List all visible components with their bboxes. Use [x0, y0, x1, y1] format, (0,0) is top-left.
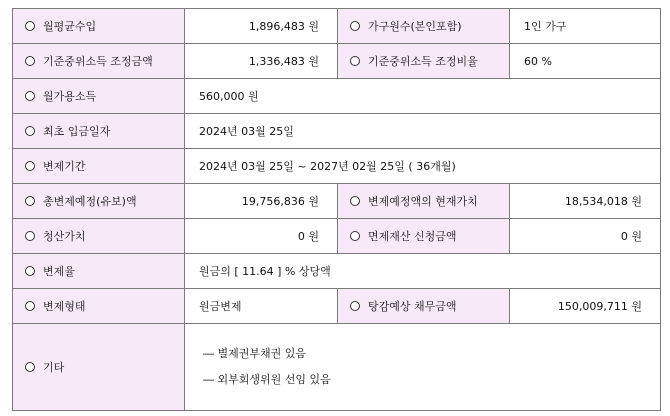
table-row: [13, 184, 661, 219]
circle-icon: [350, 301, 360, 311]
circle-icon: [25, 161, 35, 171]
liquidation-value-label: 청산가치: [43, 230, 86, 243]
median-income-adjusted-value: 1,336,483 원: [185, 44, 338, 79]
table-row: [13, 149, 661, 184]
summary-table: [12, 8, 661, 411]
first-deposit-date-label: 최초 입금일자: [43, 125, 111, 138]
household-size-label-cell: [338, 9, 510, 44]
repayment-rate-label-cell: [13, 254, 185, 289]
present-value-label: 변제예정액의 현재가치: [368, 195, 478, 208]
table-row: [13, 44, 661, 79]
available-income-label-cell: [13, 79, 185, 114]
repayment-period-value: 2024년 03월 25일 ~ 2027년 02월 25일 ( 36개월): [185, 149, 661, 184]
note-secured-claim: ― 별제권부채권 있음: [203, 347, 307, 360]
circle-icon: [25, 56, 35, 66]
median-income-ratio-label: 기준중위소득 조정비율: [368, 55, 478, 68]
total-repayment-value: 19,756,836 원: [185, 184, 338, 219]
other-label-cell: [13, 324, 185, 411]
other-label: 기타: [43, 361, 65, 374]
circle-icon: [25, 126, 35, 136]
circle-icon: [350, 56, 360, 66]
table-row: [13, 289, 661, 324]
circle-icon: [25, 362, 35, 372]
exempt-property-label-cell: [338, 219, 510, 254]
median-income-ratio-label-cell: [338, 44, 510, 79]
household-size-label: 가구원수(본인포함): [368, 20, 462, 33]
monthly-income-label: 월평균수입: [43, 20, 97, 33]
circle-icon: [25, 266, 35, 276]
circle-icon: [350, 21, 360, 31]
exempt-property-label: 면제재산 신청금액: [368, 230, 457, 243]
expected-discharge-value: 150,009,711 원: [510, 289, 661, 324]
table-row: [13, 219, 661, 254]
expected-discharge-label-cell: [338, 289, 510, 324]
available-income-value: 560,000 원: [185, 79, 661, 114]
median-income-adjusted-label-cell: [13, 44, 185, 79]
circle-icon: [25, 301, 35, 311]
repayment-period-label: 변제기간: [43, 160, 86, 173]
present-value-label-cell: [338, 184, 510, 219]
present-value-value: 18,534,018 원: [510, 184, 661, 219]
circle-icon: [350, 231, 360, 241]
total-repayment-label-cell: [13, 184, 185, 219]
table-row: [13, 79, 661, 114]
circle-icon: [25, 231, 35, 241]
expected-discharge-label: 탕감예상 채무금액: [368, 300, 457, 313]
repayment-rate-value: 원금의 [ 11.64 ] % 상당액: [185, 254, 661, 289]
note-external-commissioner: ― 외부회생위원 선임 있음: [203, 373, 331, 386]
table-row: [13, 254, 661, 289]
monthly-income-value: 1,896,483 원: [185, 9, 338, 44]
first-deposit-date-value: 2024년 03월 25일: [185, 114, 661, 149]
monthly-income-label-cell: [13, 9, 185, 44]
repayment-type-label-cell: [13, 289, 185, 324]
repayment-period-label-cell: [13, 149, 185, 184]
first-deposit-date-label-cell: [13, 114, 185, 149]
total-repayment-label: 총변제예정(유보)액: [43, 195, 137, 208]
median-income-ratio-value: 60 %: [510, 44, 661, 79]
circle-icon: [25, 91, 35, 101]
other-notes-cell: [185, 324, 661, 411]
liquidation-value-value: 0 원: [185, 219, 338, 254]
available-income-label: 월가용소득: [43, 90, 97, 103]
table-row: [13, 9, 661, 44]
circle-icon: [25, 21, 35, 31]
exempt-property-value: 0 원: [510, 219, 661, 254]
median-income-adjusted-label: 기준중위소득 조정금액: [43, 55, 153, 68]
table-row: [13, 114, 661, 149]
repayment-rate-label: 변제율: [43, 265, 75, 278]
repayment-type-value: 원금변제: [185, 289, 338, 324]
circle-icon: [350, 196, 360, 206]
repayment-type-label: 변제형태: [43, 300, 86, 313]
liquidation-value-label-cell: [13, 219, 185, 254]
circle-icon: [25, 196, 35, 206]
household-size-value: 1인 가구: [510, 9, 661, 44]
table-row: [13, 324, 661, 411]
